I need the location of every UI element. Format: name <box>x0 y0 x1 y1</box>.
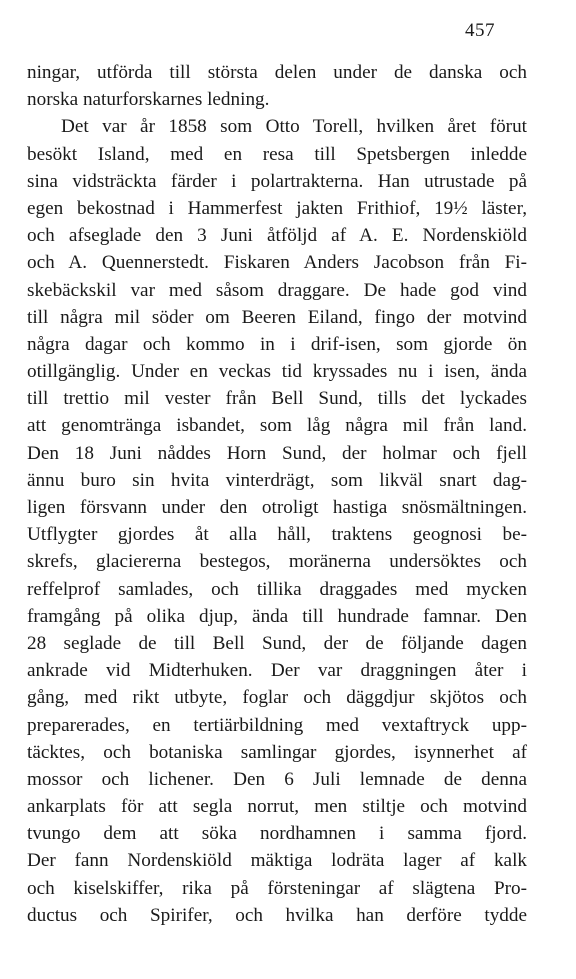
text-line: och A. Quennerstedt. Fiskaren Anders Jacobson från Fi- <box>27 252 527 274</box>
text-line: ligen försvann under den otroligt hastiga snösmältningen. <box>27 497 527 518</box>
text-line: till några mil söder om Beeren Eiland, fingo der motvind <box>27 306 527 328</box>
text-line: täcktes, och botaniska samlingar gjordes, isynnerhet af <box>27 741 527 763</box>
text-line: att genomtränga isbandet, som låg några mil från land. <box>27 415 527 437</box>
paragraph-first-line: Det var år 1858 som Otto Torell, hvilken året förut <box>61 116 527 138</box>
text-line: reffelprof samlades, och tillika draggades med mycken <box>27 578 527 600</box>
text-line: Der fann Nordenskiöld mäktiga lodräta lager af kalk <box>27 850 527 872</box>
text-line: ductus och Spirifer, och hvilka han derföre tydde <box>27 904 527 926</box>
text-line: framgång på olika djup, ända till hundrade famnar. Den <box>27 605 527 627</box>
text-line: sina vidsträckta färder i polartrakterna. Han utrustade på <box>27 170 527 192</box>
text-line: ankrade vid Midterhuken. Der var draggningen åter i <box>27 660 527 682</box>
text-line: ankarplats för att segla norrut, men stiltje och motvind <box>27 796 527 818</box>
text-line: Den 18 Juni nåddes Horn Sund, der holmar och fjell <box>27 442 527 464</box>
text-line: några dagar och kommo in i drif-isen, som gjorde ön <box>27 333 527 355</box>
text-line: ningar, utförda till största delen under de danska och <box>27 62 527 83</box>
text-line: gång, med rikt utbyte, foglar och däggdjur skjötos och <box>27 687 527 709</box>
text-line: Utflygter gjordes åt alla håll, traktens geognosi be- <box>27 524 527 546</box>
text-line: egen bekostnad i Hammerfest jakten Frithiof, 19½ läster, <box>27 197 527 219</box>
text-line: ännu buro sin hvita vinterdrägt, som likväl snart dag- <box>27 469 527 491</box>
text-line: och afseglade den 3 Juni åtföljd af A. E. Nordenskiöld <box>27 225 527 247</box>
text-line: skrefs, glaciererna bestegos, moränerna undersöktes och <box>27 551 527 573</box>
text-line: och kiselskiffer, rika på försteningar af slägtena Pro- <box>27 877 527 899</box>
text-line: norska naturforskarnes ledning. <box>27 89 270 111</box>
text-line: preparerades, en tertiärbildning med vextaftryck upp- <box>27 714 527 736</box>
text-line: till trettio mil vester från Bell Sund, tills det lyckades <box>27 388 527 410</box>
text-line: otillgänglig. Under en veckas tid kryssades nu i isen, ända <box>27 361 527 383</box>
text-line: besökt Island, med en resa till Spetsbergen inledde <box>27 143 527 165</box>
page-number: 457 <box>465 20 495 41</box>
body-text <box>27 59 527 929</box>
text-line: mossor och lichener. Den 6 Juli lemnade de denna <box>27 768 527 790</box>
text-line: skebäckskil var med såsom draggare. De hade god vind <box>27 279 527 301</box>
text-line: 28 seglade de till Bell Sund, der de följande dagen <box>27 632 527 654</box>
text-line: tvungo dem att söka nordhamnen i samma fjord. <box>27 823 527 845</box>
